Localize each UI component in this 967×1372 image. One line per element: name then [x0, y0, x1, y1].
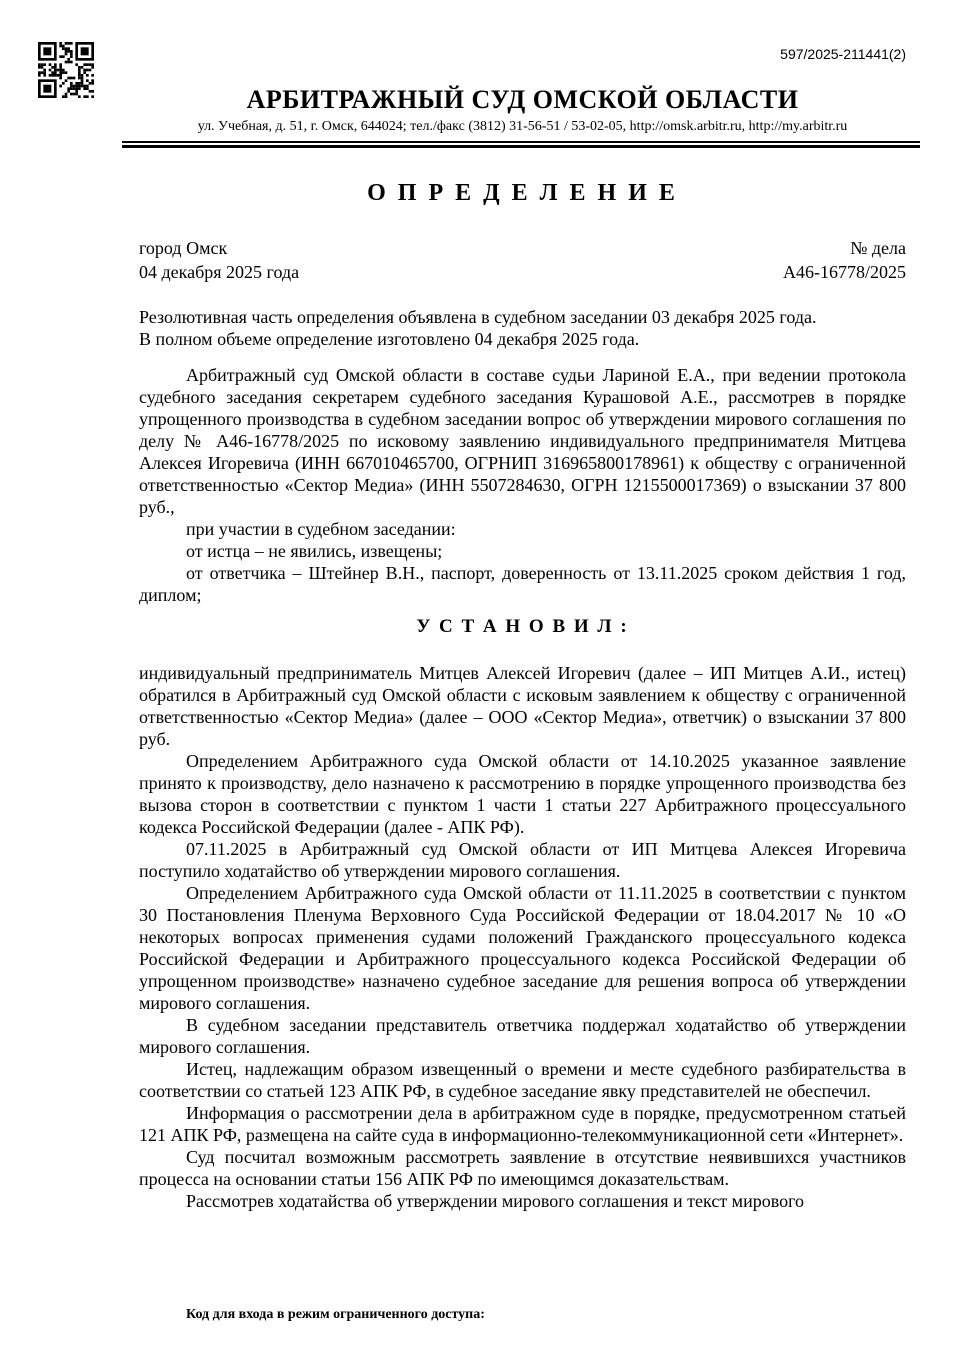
paragraph: Арбитражный суд Омской области в составе судьи Лариной Е.А., при ведении протокола судебного заседания секретарем судебного заседания Курашовой А.Е., рассмотрев в порядке упрощенного производства в судебном заседании вопрос об утверждении мирового соглашения по делу № А46-16778/2025 по исковому заявлению индивидуального предпринимателя Митцева Алексея Игоревича (ИНН 667010465700, ОГРНИП 316965800178961) к обществу с ограниченной ответственностью «Сектор Медиа» (ИНН 5507284630, ОГРН 1215500017369) о взыскании 37 800 руб.,: [139, 365, 906, 517]
paragraph: Истец, надлежащим образом извещенный о времени и месте судебного разбирательства в соответствии со статьей 123 АПК РФ, в судебное заседание явку представителей не обеспечил.: [139, 1059, 906, 1101]
established-paragraphs: [139, 662, 906, 1212]
case-info-block: [139, 236, 906, 284]
paragraph: Резолютивная часть определения объявлена в судебном заседании 03 декабря 2025 года.: [139, 307, 817, 327]
case-place-date: [139, 236, 299, 284]
document-registration-number: 597/2025-211441(2): [780, 46, 906, 62]
court-name-heading: АРБИТРАЖНЫЙ СУД ОМСКОЙ ОБЛАСТИ: [246, 85, 799, 114]
case-date: 04 декабря 2025 года: [139, 262, 300, 282]
restricted-access-code-label: Код для входа в режим ограниченного доступа:: [186, 1307, 485, 1322]
paragraph: Суд посчитал возможным рассмотреть заявление в отсутствие неявившихся участников процесса на основании статьи 156 АПК РФ по имеющимся доказательствам.: [139, 1147, 906, 1189]
paragraph: В судебном заседании представитель ответчика поддержал ходатайство об утверждении мирового соглашения.: [139, 1015, 906, 1057]
paragraph: Определением Арбитражного суда Омской области от 11.11.2025 в соответствии с пунктом 30 Постановления Пленума Верховного Суда Российской Федерации от 18.04.2017 № 10 «О некоторых вопросах применения судами положений Гражданского процессуального кодекса Российской Федерации и Арбитражного процессуального кодекса Российской Федерации об упрощенном производстве» назначено судебное заседание для решения вопроса об утверждении мирового соглашения.: [139, 883, 906, 1013]
paragraph: индивидуальный предприниматель Митцев Алексей Игоревич (далее – ИП Митцев А.И., истец) обратился в Арбитражный суд Омской области с исковым заявлением к обществу с ограниченной ответственностью «Сектор Медиа» (далее – ООО «Сектор Медиа», ответчик) о взыскании 37 800 руб.: [139, 663, 906, 749]
intro-paragraphs: [139, 306, 906, 606]
established-heading: У С Т А Н О В И Л :: [416, 616, 629, 637]
paragraph: Определением Арбитражного суда Омской области от 14.10.2025 указанное заявление принято к производству, дело назначено к рассмотрению в порядке упрощенного производства без вызова сторон в соответствии с пунктом 1 части 1 статьи 227 Арбитражного процессуального кодекса Российской Федерации (далее - АПК РФ).: [139, 751, 906, 837]
case-city: город Омск: [139, 238, 228, 258]
paragraph: Рассмотрев ходатайства об утверждении мирового соглашения и текст мирового: [186, 1191, 805, 1211]
case-number: А46-16778/2025: [783, 262, 906, 282]
paragraph: при участии в судебном заседании:: [186, 519, 456, 539]
paragraph: Информация о рассмотрении дела в арбитражном суде в порядке, предусмотренном статьей 121 АПК РФ, размещена на сайте суда в информационно-телекоммуникационной сети «Интернет».: [139, 1103, 906, 1145]
court-address-line: ул. Учебная, д. 51, г. Омск, 644024; тел./факс (3812) 31-56-51 / 53-02-05, http://omsk.arbitr.ru, http://my.arbitr.ru: [197, 119, 848, 134]
case-number-label: № дела: [850, 238, 906, 258]
document-title: О П Р Е Д Е Л Е Н И Е: [367, 180, 678, 206]
qr-code-icon: [38, 42, 94, 98]
paragraph: 07.11.2025 в Арбитражный суд Омской области от ИП Митцева Алексея Игоревича поступило ходатайство об утверждении мирового соглашения.: [139, 839, 906, 881]
case-number-block: [783, 236, 906, 284]
paragraph: от истца – не явились, извещены;: [186, 541, 443, 561]
paragraph: В полном объеме определение изготовлено 04 декабря 2025 года.: [139, 329, 640, 349]
paragraph: от ответчика – Штейнер В.Н., паспорт, доверенность от 13.11.2025 сроком действия 1 год, диплом;: [139, 563, 906, 605]
header-divider: [122, 141, 920, 148]
